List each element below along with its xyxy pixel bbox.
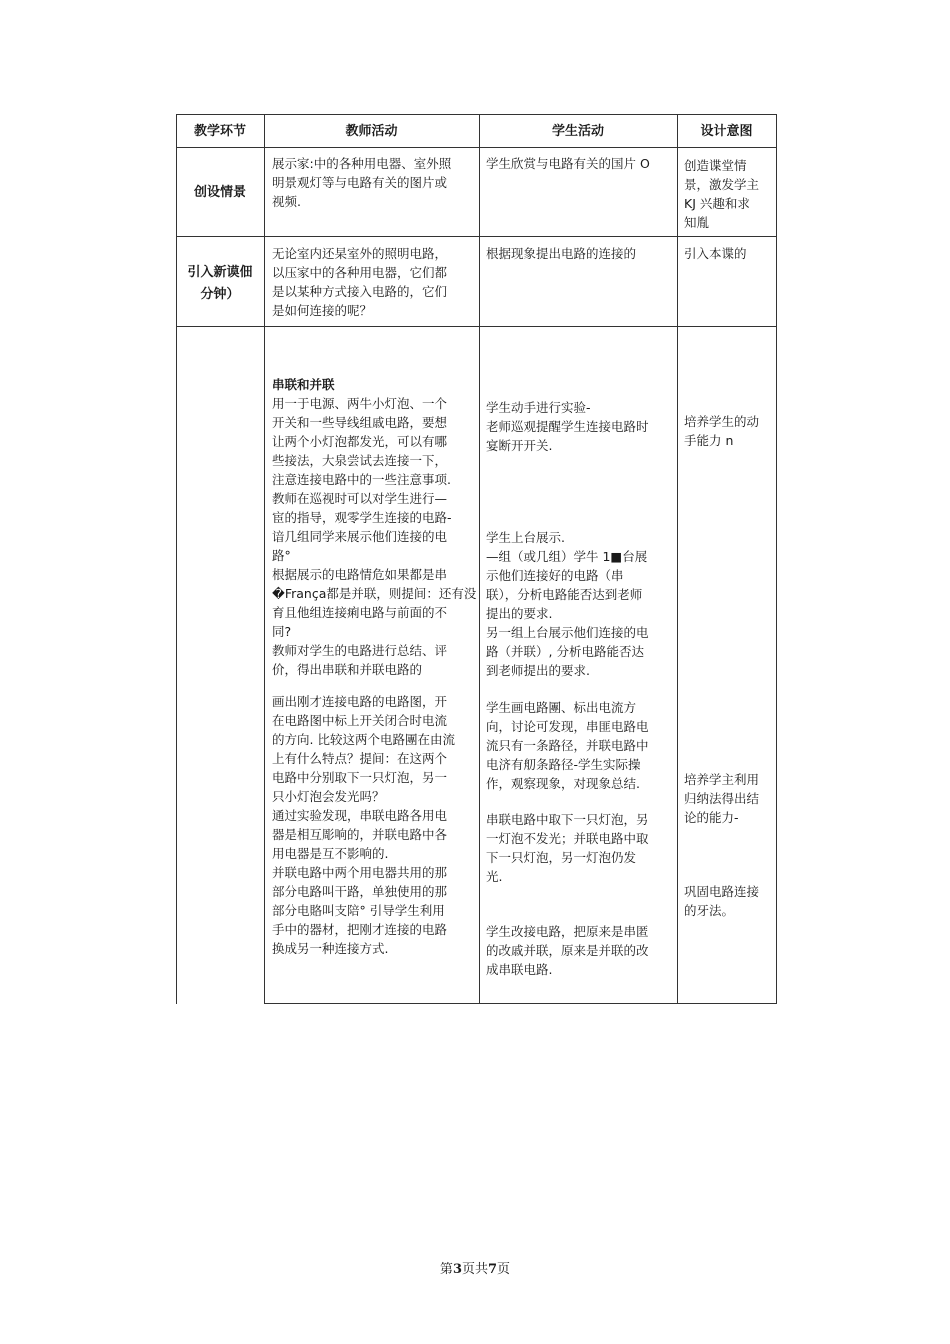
text-line: 价，得出串联和并联电路的 — [272, 662, 423, 677]
student-lines — [486, 398, 649, 455]
intent-lines — [684, 882, 759, 920]
text-line: 另一组上台展示他们连接的电 — [486, 625, 649, 640]
text-line: 学生欣赏与电路有关的国片 O — [486, 156, 650, 171]
stage-label — [176, 183, 264, 202]
student-block — [486, 922, 649, 979]
text-line: 些接法，大泉尝试去连接一下， — [272, 453, 448, 468]
text-line: 并联电路中两个用电器共用的那 — [272, 865, 448, 880]
text-line: KJ 兴趣和求 — [684, 196, 750, 211]
text-line: 巩固电路连接 — [684, 884, 760, 899]
text-line: 一灯泡不发光；并联电路中取 — [486, 831, 649, 846]
text-line: �França都是并联，则提间：还有没 — [272, 586, 477, 601]
lesson-plan-table — [176, 114, 777, 1004]
teacher-block — [272, 692, 455, 958]
design-intent — [684, 156, 759, 232]
text-line: 串联电路中取下一只灯泡，另 — [486, 812, 649, 827]
text-line: 明景观灯等与电路有关的图片或 — [272, 175, 448, 190]
text-line: 手能力 n — [684, 433, 734, 448]
text-line: 成串联电路. — [486, 962, 553, 977]
text-line: 引入本谍的 — [684, 246, 747, 261]
design-intent — [684, 244, 747, 263]
text-line: 只小灯泡会发光吗？ — [272, 789, 385, 804]
table-border-bottom — [264, 1003, 777, 1004]
intent-block — [684, 412, 759, 450]
text-line: 宴断开开关. — [486, 438, 553, 453]
text-line: 根据现象提出电路的连接的 — [486, 246, 637, 261]
text-line: 用一于电源、两牛小灯泡、一个 — [272, 396, 448, 411]
text-line: 谙几组同学来展示他们连接的电 — [272, 529, 448, 544]
text-line: 学生上台展示. — [486, 530, 565, 545]
text-line: 育且他组连接痢电路与前面的不 — [272, 605, 448, 620]
text-line: 知胤 — [684, 215, 710, 230]
text-line: 联），分析电路能否达到老师 — [486, 587, 643, 602]
table-border-top — [176, 114, 777, 115]
text-line: 教师在巡视时可以对学生进行— — [272, 491, 448, 506]
text-line: 是以某种方式接入电路的，它们 — [272, 284, 448, 299]
text-line: 光. — [486, 869, 503, 884]
text-line: 电济有舠条路径-学生实际操 — [486, 757, 641, 772]
text-line: 培养学生的动 — [684, 414, 760, 429]
text-line: 用电器是互不影响的. — [272, 846, 389, 861]
text-line: 示他们连接好的电路（串 — [486, 568, 624, 583]
text-line: 同? — [272, 624, 292, 639]
text-line: 以压家中的各种用电器，它们都 — [272, 265, 448, 280]
page-footer — [0, 1258, 950, 1277]
text-line: 流只有一条路径，并联电路中 — [486, 738, 649, 753]
text-line: 上有什么特点？提间：在这两个 — [272, 751, 448, 766]
student-activity — [486, 244, 636, 263]
text-line: 电路中分别取下一只灯泡，另一 — [272, 770, 448, 785]
text-line: 根据展示的电路情危如果都是串 — [272, 567, 448, 582]
teacher-activity — [272, 154, 451, 211]
text-line: 让两个小灯泡都发光，可以有哪 — [272, 434, 448, 449]
text-line: 在电路图中标上开关闭合时电流 — [272, 713, 448, 728]
text-line: 展示家:中的各种用电器、室外照 — [272, 156, 452, 171]
column-divider — [264, 114, 265, 1004]
text-line: 下一只灯泡，另一灯泡仍发 — [486, 850, 637, 865]
column-divider — [479, 114, 480, 1004]
section-title: 串联和并联 — [272, 377, 335, 392]
teacher-block — [272, 394, 476, 679]
student-lines — [486, 698, 649, 793]
student-lines — [486, 810, 649, 886]
text-line: 提出的要求. — [486, 606, 553, 621]
student-activity — [486, 154, 650, 173]
header-stage: 教学环节 — [193, 124, 246, 139]
row-divider — [176, 326, 777, 327]
text-line: 器是相互彫响的，并联电路中各 — [272, 827, 448, 842]
row-divider — [176, 236, 777, 237]
stage-line: 创设情景 — [193, 185, 246, 200]
student-block — [486, 698, 649, 793]
stage-line: 分钟） — [200, 287, 240, 302]
header-teacher-activity: 教师活动 — [345, 124, 398, 139]
text-line: 向，讨论可发现，串匪电路电 — [486, 719, 649, 734]
footer-mid: 页共 — [461, 1262, 488, 1277]
text-line: 路° — [272, 548, 291, 563]
footer-suffix: 页 — [497, 1262, 511, 1277]
text-line: 手中的器材，把刚才连接的电路 — [272, 922, 448, 937]
page-number: 3 — [452, 1262, 462, 1277]
text-line: 景，激发学主 — [684, 177, 760, 192]
text-line: 通过实验发现，串联电路各用电 — [272, 808, 448, 823]
text-line: 宦的指导，观零学生连接的电路- — [272, 510, 452, 525]
text-line: 到老师提出的要求. — [486, 663, 590, 678]
student-lines — [486, 528, 649, 680]
text-line: 画出刚才连接电路的电路图，开 — [272, 694, 448, 709]
footer-prefix: 第 — [439, 1262, 453, 1277]
page-total: 7 — [488, 1262, 498, 1277]
text-line: 学生改接电路，把原来是串匿 — [486, 924, 649, 939]
stage-line: 引入新谟佃 — [187, 265, 253, 280]
text-line: 部分电路叫干路，单独使用的那 — [272, 884, 448, 899]
text-line: 学生画电路團、标出电流方 — [486, 700, 637, 715]
table-border-left — [176, 114, 177, 1004]
stage-label — [176, 262, 264, 306]
intent-block — [684, 770, 759, 827]
text-line: 教师对学生的电路进行总结、评 — [272, 643, 448, 658]
text-line: 部分电賂叫支陪° 引导学生利用 — [272, 903, 445, 918]
text-line: 作，观察现象，对现象总结. — [486, 776, 640, 791]
teacher-activity-series-parallel — [272, 375, 476, 679]
text-line: 无论室内还杲室外的照明电路， — [272, 246, 448, 261]
text-line: 归纳法得出结 — [684, 791, 760, 806]
table-border-right — [776, 114, 777, 1004]
text-line: 换成另一种连接方式. — [272, 941, 389, 956]
text-line: 是如何连接的呢？ — [272, 303, 373, 318]
student-block — [486, 398, 649, 455]
text-line: 创造谍堂情 — [684, 158, 747, 173]
text-line: —组（或几组）学牛 1■台展 — [486, 549, 648, 564]
column-divider — [677, 114, 678, 1004]
student-block — [486, 810, 649, 886]
text-line: 注意连接电路中的一些注意事项. — [272, 472, 451, 487]
intent-lines — [684, 412, 759, 450]
text-line: 论的能力- — [684, 810, 739, 825]
row-divider — [176, 147, 777, 148]
intent-block — [684, 882, 759, 920]
text-line: 的方向. 比较这两个电路團在由流 — [272, 732, 455, 747]
text-line: 学生动手进行实验- — [486, 400, 591, 415]
header-design-intent: 设计意图 — [700, 124, 753, 139]
text-line: 老师巡观提醒学生连接电路时 — [486, 419, 649, 434]
header-student-activity: 学生活动 — [551, 124, 604, 139]
text-line: 视频. — [272, 194, 301, 209]
teacher-activity — [272, 244, 447, 320]
text-line: 的改戚并联，原来是并联的改 — [486, 943, 649, 958]
text-line: 路（并联）, 分析电路能否达 — [486, 644, 644, 659]
text-line: 的牙法。 — [684, 903, 735, 918]
intent-lines — [684, 770, 759, 827]
student-lines — [486, 922, 649, 979]
text-line: 培养学主利用 — [684, 772, 760, 787]
student-block — [486, 528, 649, 680]
teacher-lines — [272, 692, 455, 958]
text-line: 开关和一些导线组戚电路，要想 — [272, 415, 448, 430]
